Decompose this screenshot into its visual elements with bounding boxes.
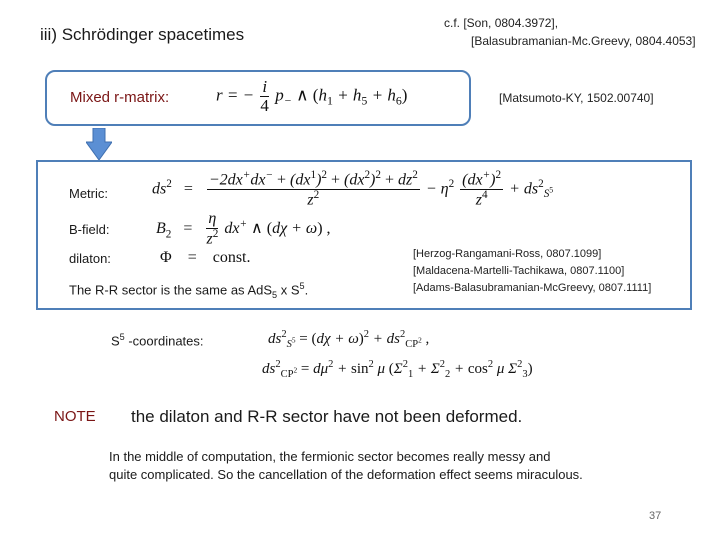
slide-title: iii) Schrödinger spacetimes — [40, 25, 245, 44]
dilaton-label: dilaton: — [69, 251, 111, 266]
rmatrix-label: Mixed r-matrix: — [70, 89, 170, 106]
bfield-label: B-field: — [69, 222, 110, 237]
note-label: NOTE — [54, 408, 96, 425]
page-number: 37 — [649, 510, 662, 522]
cf-reference-line2: [Balasubramanian-Mc.Greevy, 0804.4053] — [471, 34, 696, 48]
cf-reference-line1: c.f. [Son, 0804.3972], — [444, 16, 559, 30]
rmatrix-formula: r = − $\frac{i}{4}$ $p_-$ ∧ $(h_1 + h_5 + h_6)$ — [216, 77, 408, 115]
metric-formula: $ds^2$ = $\frac{-2dx^+dx^- + (dx^1)^2 + (dx^2)^2 + dz^2}{z^2}$ − $\eta^2$ $\frac{(dx^+)^2}{z^4}$ + $ds^2_{S^5}$ — [152, 169, 554, 209]
down-arrow-icon — [86, 128, 112, 160]
s5-metric-formula: $ds^2_{S^5} = (d\chi + \omega)^2 + ds^2_{CP^2}$ , — [268, 329, 430, 350]
bfield-formula: $B_2$ = $\frac{\eta}{z^2}$ dx+ ∧ (dχ + ω) , — [156, 210, 331, 248]
s5-coordinates-label: $S^5$ -coordinates: — [111, 332, 204, 349]
rr-sector-statement: The R-R sector is the same as AdS$_5$ x $S^5$. — [69, 281, 309, 300]
reference-1: [Herzog-Rangamani-Ross, 0807.1099] — [413, 248, 602, 260]
dilaton-formula: Φ = const. — [160, 249, 251, 266]
metric-label: Metric: — [69, 186, 108, 201]
note-body-line2: quite complicated. So the cancellation of the deformation effect seems miraculous. — [109, 467, 583, 482]
reference-2: [Maldacena-Martelli-Tachikawa, 0807.1100] — [413, 265, 625, 277]
note-body-line1: In the middle of computation, the fermionic sector becomes really messy and — [109, 449, 551, 464]
rmatrix-reference: [Matsumoto-KY, 1502.00740] — [499, 91, 654, 105]
cp2-metric-formula: $ds^2_{CP^2} = d\mu^2 + \sin^2 \mu$ ($\Sigma^2_1 + \Sigma^2_2 + \cos^2 \mu$ $\Sigma^2_3$) — [262, 359, 533, 380]
note-headline: the dilaton and R-R sector have not been deformed. — [131, 407, 523, 426]
reference-3: [Adams-Balasubramanian-McGreevy, 0807.1111] — [413, 282, 652, 294]
